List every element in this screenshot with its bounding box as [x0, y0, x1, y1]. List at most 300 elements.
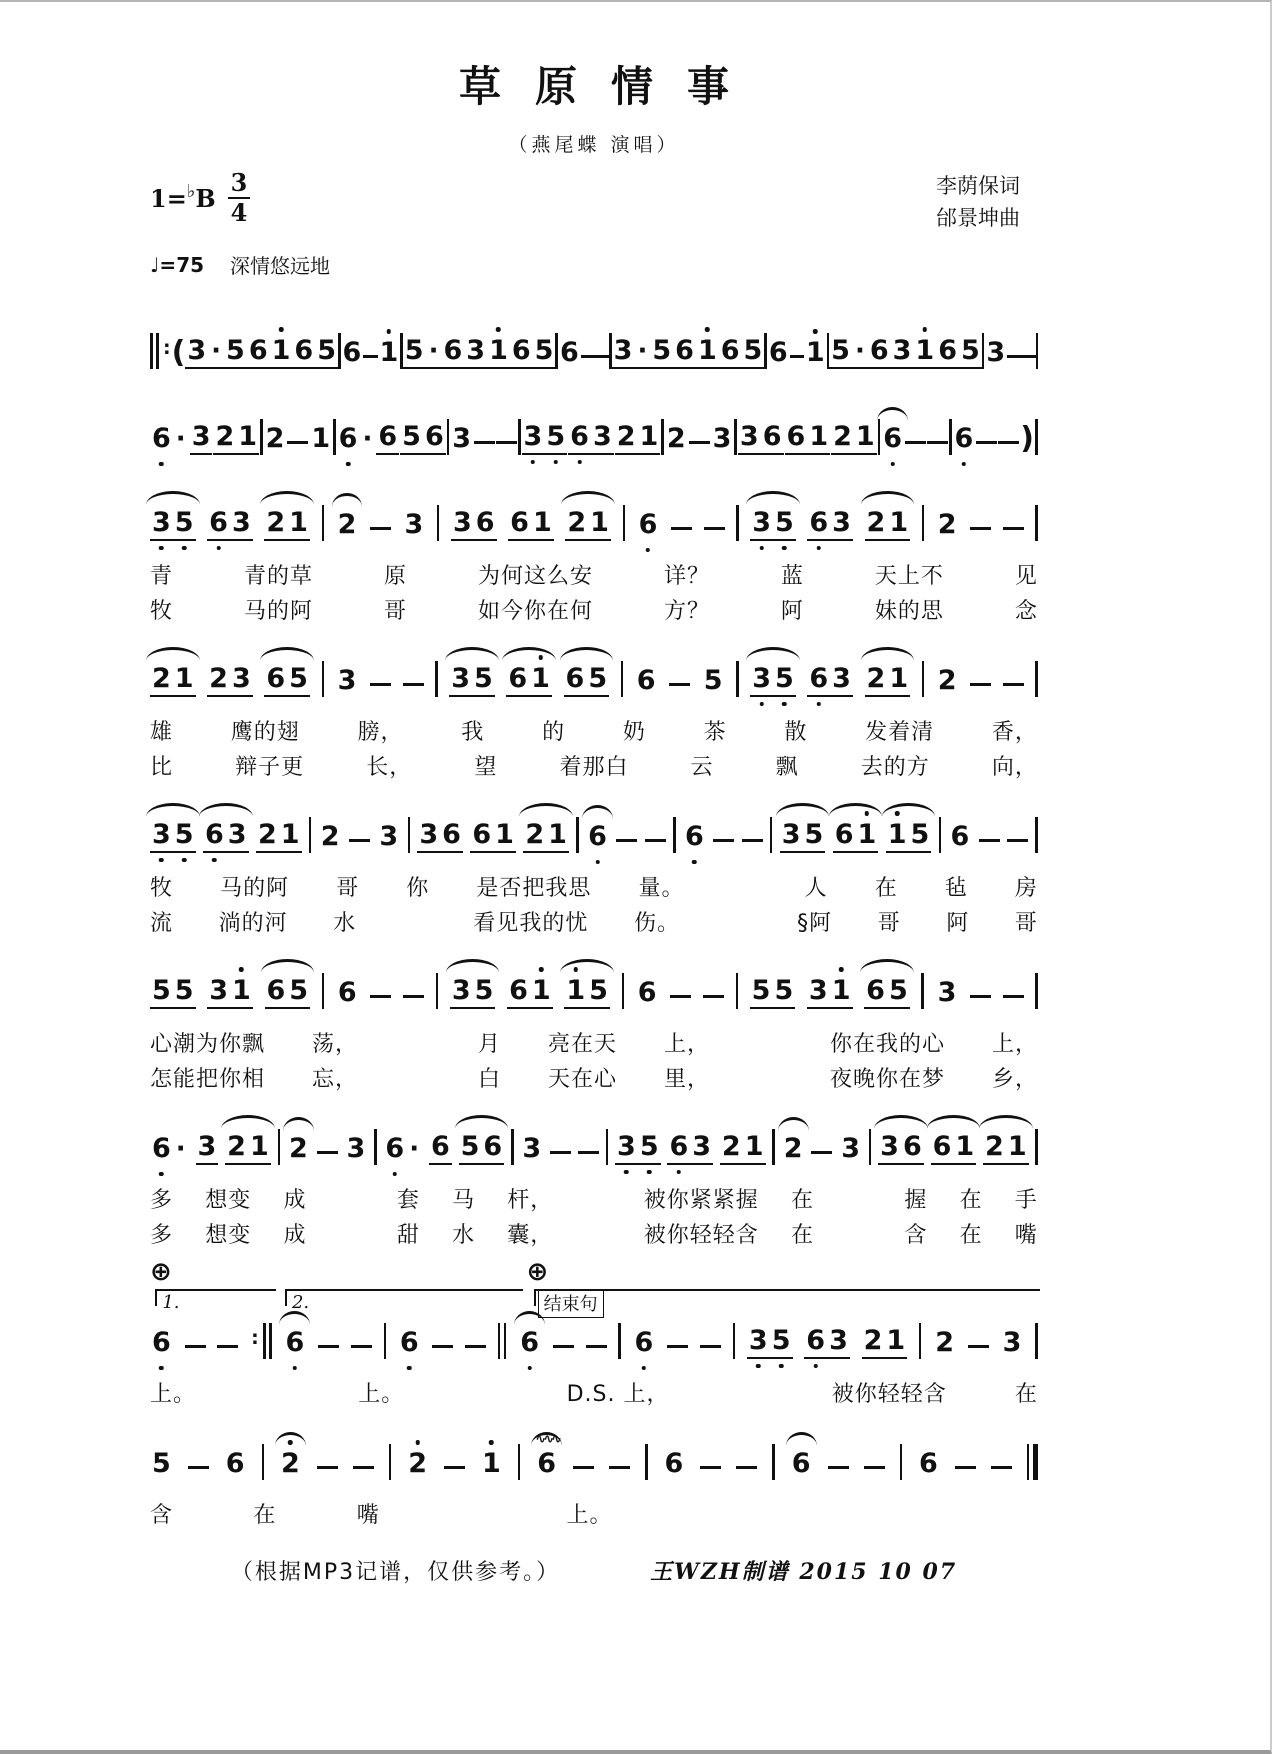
- octave-dot-below: [646, 548, 651, 553]
- repeat-dots: :: [251, 1327, 259, 1349]
- note-digit: 6: [342, 337, 362, 368]
- barline-stroke: [518, 1444, 521, 1480]
- volta-second-label: 2.: [291, 1292, 310, 1313]
- note-group: [984, 339, 1007, 369]
- note-digit: 6: [400, 1329, 419, 1356]
- barline-stroke: [333, 419, 336, 455]
- lyric-syllable: 里，: [663, 1067, 710, 1092]
- duration-dash: [704, 527, 725, 531]
- duration-dash: [474, 441, 495, 445]
- notation-line: [150, 949, 1038, 1023]
- duration-dash: [671, 527, 692, 531]
- barline-stroke: [309, 817, 312, 853]
- note-digit: 6: [248, 335, 268, 366]
- octave-dot-above: [839, 967, 844, 972]
- note-group: [336, 979, 359, 1009]
- lyric-syllable: 怎能把你相: [150, 1067, 266, 1092]
- octave-dot-below: [647, 1170, 652, 1175]
- note-digit: 5: [175, 509, 194, 536]
- lyric-syllable: 夜晚你在梦: [829, 1067, 945, 1092]
- note-group: [451, 509, 497, 541]
- lyric-syllable: 你: [406, 876, 430, 901]
- note-digit: 1: [915, 337, 934, 364]
- barline: [1035, 505, 1038, 541]
- lyric-syllable: 蓝: [780, 564, 804, 589]
- slur-arc: [582, 805, 613, 819]
- note-digit: 2: [215, 421, 235, 452]
- note-digit: 1: [855, 421, 875, 452]
- note-digit: 3: [692, 1131, 712, 1162]
- barline-stroke: [278, 1129, 281, 1165]
- note-digit: 3: [197, 1131, 217, 1162]
- barline-stroke: [447, 419, 450, 455]
- note-group: [403, 511, 426, 541]
- slur-arc: [561, 491, 615, 505]
- barline: [869, 1129, 872, 1165]
- barline-stroke: [922, 661, 925, 697]
- note-digit: 3: [524, 423, 543, 450]
- lyric-syllable: 嘴: [1014, 1223, 1038, 1248]
- note-group: [931, 1133, 977, 1165]
- lyric-syllable: 被你轻轻含: [831, 1382, 947, 1407]
- lyric-syllable: [846, 1218, 872, 1249]
- duration-dash: [998, 441, 1019, 445]
- octave-dot-below: [159, 858, 164, 863]
- barline-stroke: [606, 1129, 609, 1165]
- note-group: [564, 665, 610, 697]
- note-group: [663, 1450, 686, 1480]
- system-9: [150, 1420, 1038, 1529]
- barline-stroke: [622, 973, 625, 1009]
- note-digit: 5: [775, 665, 794, 692]
- note-digit: 3: [832, 663, 851, 694]
- barline: [770, 817, 773, 853]
- note-digit: 6: [955, 425, 974, 452]
- note-digit: 3: [152, 821, 171, 848]
- note-digit: 6: [385, 1135, 404, 1162]
- lyric-syllable: 飘: [775, 755, 799, 780]
- note-group: [264, 425, 287, 455]
- note-group: [862, 1327, 908, 1359]
- lyric-syllable: 青: [150, 564, 174, 589]
- barline: [518, 419, 521, 455]
- lyric-syllable: 想变: [205, 1188, 252, 1213]
- lyric-syllable: 牧: [150, 599, 174, 624]
- note-digit: 6: [337, 977, 357, 1008]
- lyric-syllable: 量。: [638, 876, 685, 901]
- duration-dash: [811, 1151, 832, 1155]
- composer-credit: 邰景坤曲: [936, 205, 1020, 230]
- note-digit: 3: [453, 507, 472, 538]
- note-digit: 6: [786, 421, 806, 452]
- lyric-syllable: 辩子更: [235, 755, 305, 780]
- parenthesis: (: [171, 335, 186, 370]
- note-group: [256, 821, 302, 853]
- notation-line: [150, 1105, 1038, 1179]
- barline-stroke: [939, 817, 942, 853]
- octave-dot-above: [489, 1440, 494, 1445]
- note-group: [224, 1450, 247, 1480]
- duration-dash: [1003, 995, 1024, 999]
- lyric-syllable: 含: [150, 1503, 174, 1528]
- slur-arc: [446, 959, 500, 973]
- note-digit: 1: [548, 819, 567, 850]
- note-group: [785, 423, 831, 455]
- note-digit: 6: [919, 1448, 938, 1479]
- barline: [922, 505, 925, 541]
- note-group: [507, 977, 553, 1009]
- lyric-syllable: [738, 1377, 764, 1408]
- note-digit: 6: [809, 665, 828, 692]
- note-digit: 5: [546, 423, 565, 450]
- barline: [576, 817, 579, 853]
- tempo-row: [150, 250, 1038, 279]
- lyric-syllable: 天上不: [874, 564, 944, 589]
- lyric-syllable: 如今你在何: [477, 599, 593, 624]
- lyrics-line: [150, 1218, 1038, 1249]
- lyrics-line: [150, 715, 1038, 746]
- duration-dash: [689, 441, 710, 445]
- lyric-syllable: 多: [150, 1188, 174, 1213]
- note-digit: 3: [522, 1133, 542, 1164]
- lyric-syllable: 青的草: [243, 564, 313, 589]
- lyric-syllable: 忘，: [312, 1067, 359, 1092]
- note-digit: 6: [950, 821, 970, 852]
- note-group: [949, 823, 972, 853]
- barline-stroke: [1035, 973, 1038, 1009]
- octave-dot-below: [817, 546, 822, 551]
- octave-dot-below: [890, 462, 895, 467]
- note-digit: 1: [272, 337, 291, 364]
- notation-systems: [150, 309, 1038, 1529]
- barline-stroke: [919, 1323, 922, 1359]
- lyric-syllable: 牧: [150, 876, 174, 901]
- note-digit: 6: [902, 1131, 922, 1162]
- barline: [384, 1323, 387, 1359]
- note-digit: 1: [249, 1131, 269, 1162]
- octave-dot-below: [577, 460, 582, 465]
- note-digit: 3: [613, 335, 633, 366]
- system-5: [150, 793, 1038, 937]
- duration-dash: [905, 441, 926, 445]
- duration-dash: [318, 1345, 339, 1349]
- note-digit: 1: [174, 663, 194, 694]
- barline: [661, 419, 664, 455]
- barline: [322, 973, 325, 1009]
- note-digit: 5: [589, 975, 608, 1006]
- lyric-syllable: 多: [150, 1223, 174, 1248]
- lyric-syllable: D.S. 上，: [566, 1382, 670, 1407]
- note-digit: 6: [442, 819, 461, 850]
- lyric-syllable: [405, 1062, 431, 1093]
- note-digit: 6: [570, 423, 589, 450]
- note-digit: 5: [774, 975, 794, 1006]
- note-digit: 1: [380, 339, 399, 366]
- footer: [150, 1555, 1038, 1586]
- octave-dot-below: [531, 460, 536, 465]
- note-group: [633, 1329, 656, 1359]
- note-digit: 5: [588, 663, 608, 694]
- note-group: [287, 1135, 310, 1165]
- barline: [309, 817, 312, 853]
- footer-note: （根据MP3记谱，仅供参考。）: [230, 1560, 561, 1585]
- lyric-syllable: [1012, 1498, 1038, 1529]
- note-group: [510, 337, 556, 369]
- note-group: [292, 337, 338, 369]
- note-group: [150, 1329, 173, 1359]
- note-group: [376, 423, 399, 455]
- augmentation-dot: ·: [637, 335, 648, 366]
- lyrics-line: [150, 750, 1038, 781]
- lyric-syllable: [586, 1218, 612, 1249]
- note-digit: 2: [863, 1325, 883, 1356]
- parenthesis: ): [1020, 421, 1035, 456]
- barline-stroke: [733, 1323, 736, 1359]
- note-digit: 3: [231, 507, 251, 538]
- slur-arc: [560, 647, 614, 661]
- ending-bracket: [534, 1289, 1040, 1315]
- note-group: [891, 337, 937, 369]
- octave-dot-below: [779, 1364, 784, 1369]
- volta-coda-row: [150, 1257, 1038, 1317]
- octave-dot-below: [813, 1364, 818, 1369]
- barline: [618, 1323, 621, 1359]
- note-digit: 6: [443, 335, 463, 366]
- note-group: [150, 977, 196, 1009]
- note-group: [747, 1327, 793, 1359]
- barline-stroke: [384, 1323, 387, 1359]
- note-digit: 3: [227, 819, 247, 850]
- barline-stroke: [621, 661, 624, 697]
- lyric-syllable: 哥: [877, 911, 901, 936]
- note-digit: 3: [841, 1133, 860, 1164]
- slur-arc: [786, 1432, 817, 1446]
- notation-line: [150, 481, 1038, 555]
- barline: [447, 419, 450, 455]
- lyric-syllable: 手: [1014, 1188, 1038, 1213]
- octave-dot-below: [216, 546, 221, 551]
- note-digit: 6: [266, 663, 286, 694]
- note-group: [196, 1133, 219, 1165]
- duration-dash: [370, 683, 391, 687]
- barline-stroke: [374, 1129, 377, 1165]
- barline: [1035, 419, 1038, 455]
- note-group: [568, 423, 614, 455]
- lyric-syllable: 向，: [991, 755, 1038, 780]
- note-digit: 2: [935, 1327, 955, 1358]
- slur-arc: [979, 1115, 1033, 1129]
- note-group: [865, 509, 911, 541]
- barline-stroke: [1036, 333, 1039, 369]
- barline: [1036, 333, 1039, 369]
- note-digit: 6: [285, 1329, 304, 1356]
- duration-dash: [432, 1345, 453, 1349]
- notation-line: [150, 309, 1038, 383]
- note-group: [400, 423, 446, 455]
- octave-dot-below: [692, 860, 697, 865]
- duration-dash: [645, 839, 666, 843]
- note-digit: 3: [337, 665, 357, 696]
- note-digit: 3: [986, 337, 1006, 368]
- note-digit: 3: [1002, 1327, 1022, 1358]
- note-group: [780, 821, 826, 853]
- note-group: [933, 1329, 956, 1359]
- transcriber-credit: [650, 1555, 957, 1586]
- lyric-syllable: 哥: [383, 599, 407, 624]
- note-group: [564, 977, 610, 1009]
- barline-stroke: [1035, 505, 1038, 541]
- lyrics-line: [150, 1062, 1038, 1093]
- octave-dot-below: [159, 1366, 164, 1371]
- duration-dash: [444, 1466, 465, 1470]
- slur-arc: [882, 803, 936, 817]
- note-group: [406, 1450, 429, 1480]
- duration-dash: [670, 995, 691, 999]
- duration-dash: [713, 839, 734, 843]
- note-group: [738, 423, 784, 455]
- note-digit: 1: [590, 507, 609, 538]
- trill-icon: ∿∿∿: [535, 1432, 559, 1447]
- lyric-syllable: 淌的河: [218, 911, 288, 936]
- barline: [734, 419, 737, 455]
- barline-stroke: [156, 333, 159, 369]
- lyric-syllable: 在: [253, 1503, 277, 1528]
- note-group: [807, 977, 853, 1009]
- duration-dash: [955, 1466, 976, 1470]
- barline: [621, 661, 624, 697]
- note-group: [831, 423, 877, 455]
- barline-stroke: [736, 661, 739, 697]
- note-digit: 2: [257, 819, 277, 850]
- lyric-syllable: 心潮为你飘: [150, 1032, 266, 1057]
- barline: [736, 505, 739, 541]
- lyric-syllable: [405, 1027, 431, 1058]
- lyric-syllable: [732, 871, 758, 902]
- note-digit: 3: [880, 1131, 899, 1162]
- note-digit: 3: [451, 663, 470, 694]
- note-digit: 6: [635, 1329, 654, 1356]
- barline-stroke: [436, 973, 439, 1009]
- note-group: [558, 339, 581, 369]
- note-group: [185, 337, 246, 369]
- lyrics-line: [150, 594, 1038, 625]
- note-group: [936, 511, 959, 541]
- performer-line: （燕尾蝶 演唱）: [508, 134, 680, 156]
- barline: [408, 817, 411, 853]
- note-digit: 1: [311, 423, 331, 454]
- barline-stroke: [645, 1444, 648, 1480]
- expression-marking: 深情悠远地: [230, 254, 331, 278]
- slur-arc: [260, 491, 314, 505]
- note-digit: 3: [808, 975, 828, 1006]
- note-digit: 2: [266, 507, 286, 538]
- note-digit: 1: [955, 1131, 975, 1162]
- note-group: [829, 337, 890, 369]
- duration-dash: [736, 1466, 757, 1470]
- note-digit: 1: [806, 339, 825, 366]
- duration-dash: [581, 355, 595, 359]
- duration-dash: [864, 1466, 885, 1470]
- note-digit: 1: [888, 821, 907, 848]
- note-digit: 2: [833, 421, 852, 452]
- barline-stroke: [900, 1444, 903, 1480]
- duration-dash: [353, 1466, 374, 1470]
- duration-dash: [185, 1345, 206, 1349]
- octave-dot-below: [553, 460, 558, 465]
- lyric-syllable: 去的方: [860, 755, 930, 780]
- duration-dash: [188, 1466, 209, 1470]
- note-digit: 6: [669, 1133, 688, 1160]
- slur-arc: [746, 491, 800, 505]
- duration-dash: [1003, 683, 1024, 687]
- note-digit: 5: [474, 975, 494, 1006]
- lyric-syllable: [472, 1377, 498, 1408]
- note-group: [635, 667, 658, 697]
- note-digit: 5: [289, 663, 308, 694]
- note-digit: 6: [636, 665, 656, 696]
- barline-stroke: [498, 1323, 501, 1359]
- note-digit: 2: [320, 821, 340, 852]
- note-group: [936, 337, 982, 369]
- lyric-syllable: 马的阿: [243, 599, 313, 624]
- barline-stroke: [623, 505, 626, 541]
- duration-dash: [703, 995, 724, 999]
- slur-arc: [275, 1432, 306, 1446]
- note-digit: 5: [174, 975, 194, 1006]
- note-digit: 1: [531, 665, 550, 692]
- lyric-syllable: 在: [874, 876, 898, 901]
- duration-dash: [363, 355, 377, 359]
- note-group: [750, 977, 796, 1009]
- time-numerator: 3: [228, 171, 251, 199]
- note-digit: 1: [566, 977, 585, 1004]
- ending-label: 结束句: [538, 1290, 604, 1318]
- note-group: [637, 511, 660, 541]
- lyrics-line: [150, 1498, 1038, 1529]
- note-digit: 6: [510, 507, 529, 538]
- barline-stroke: [150, 333, 153, 369]
- end-repeat: [250, 1323, 272, 1359]
- note-group: [750, 665, 796, 697]
- note-digit: 5: [961, 335, 980, 366]
- barline-stroke: [1027, 1444, 1030, 1480]
- duration-dash: [616, 839, 637, 843]
- note-digit: 2: [281, 1450, 300, 1477]
- note-digit: 3: [404, 509, 424, 540]
- note-group: [283, 1329, 306, 1359]
- note-group: [207, 665, 253, 697]
- note-digit: 6: [294, 335, 314, 366]
- octave-dot-above: [415, 1440, 420, 1445]
- note-digit: 6: [938, 335, 958, 366]
- note-group: [403, 337, 464, 369]
- duration-dash: [370, 995, 391, 999]
- duration-dash: [586, 1345, 607, 1349]
- lyric-syllable: 膀，: [357, 720, 404, 745]
- barline-stroke: [1035, 1323, 1038, 1359]
- barline-stroke: [770, 817, 773, 853]
- lyric-syllable: 为何这么安: [477, 564, 593, 589]
- note-group: [782, 1135, 805, 1165]
- barline: [772, 1129, 775, 1165]
- note-digit: 6: [565, 663, 585, 694]
- note-group: [150, 665, 196, 697]
- note-digit: 1: [832, 977, 851, 1004]
- duration-dash: [1007, 839, 1028, 843]
- note-group: [213, 423, 259, 455]
- lyric-syllable: 上。: [358, 1382, 405, 1407]
- note-group: [767, 339, 790, 369]
